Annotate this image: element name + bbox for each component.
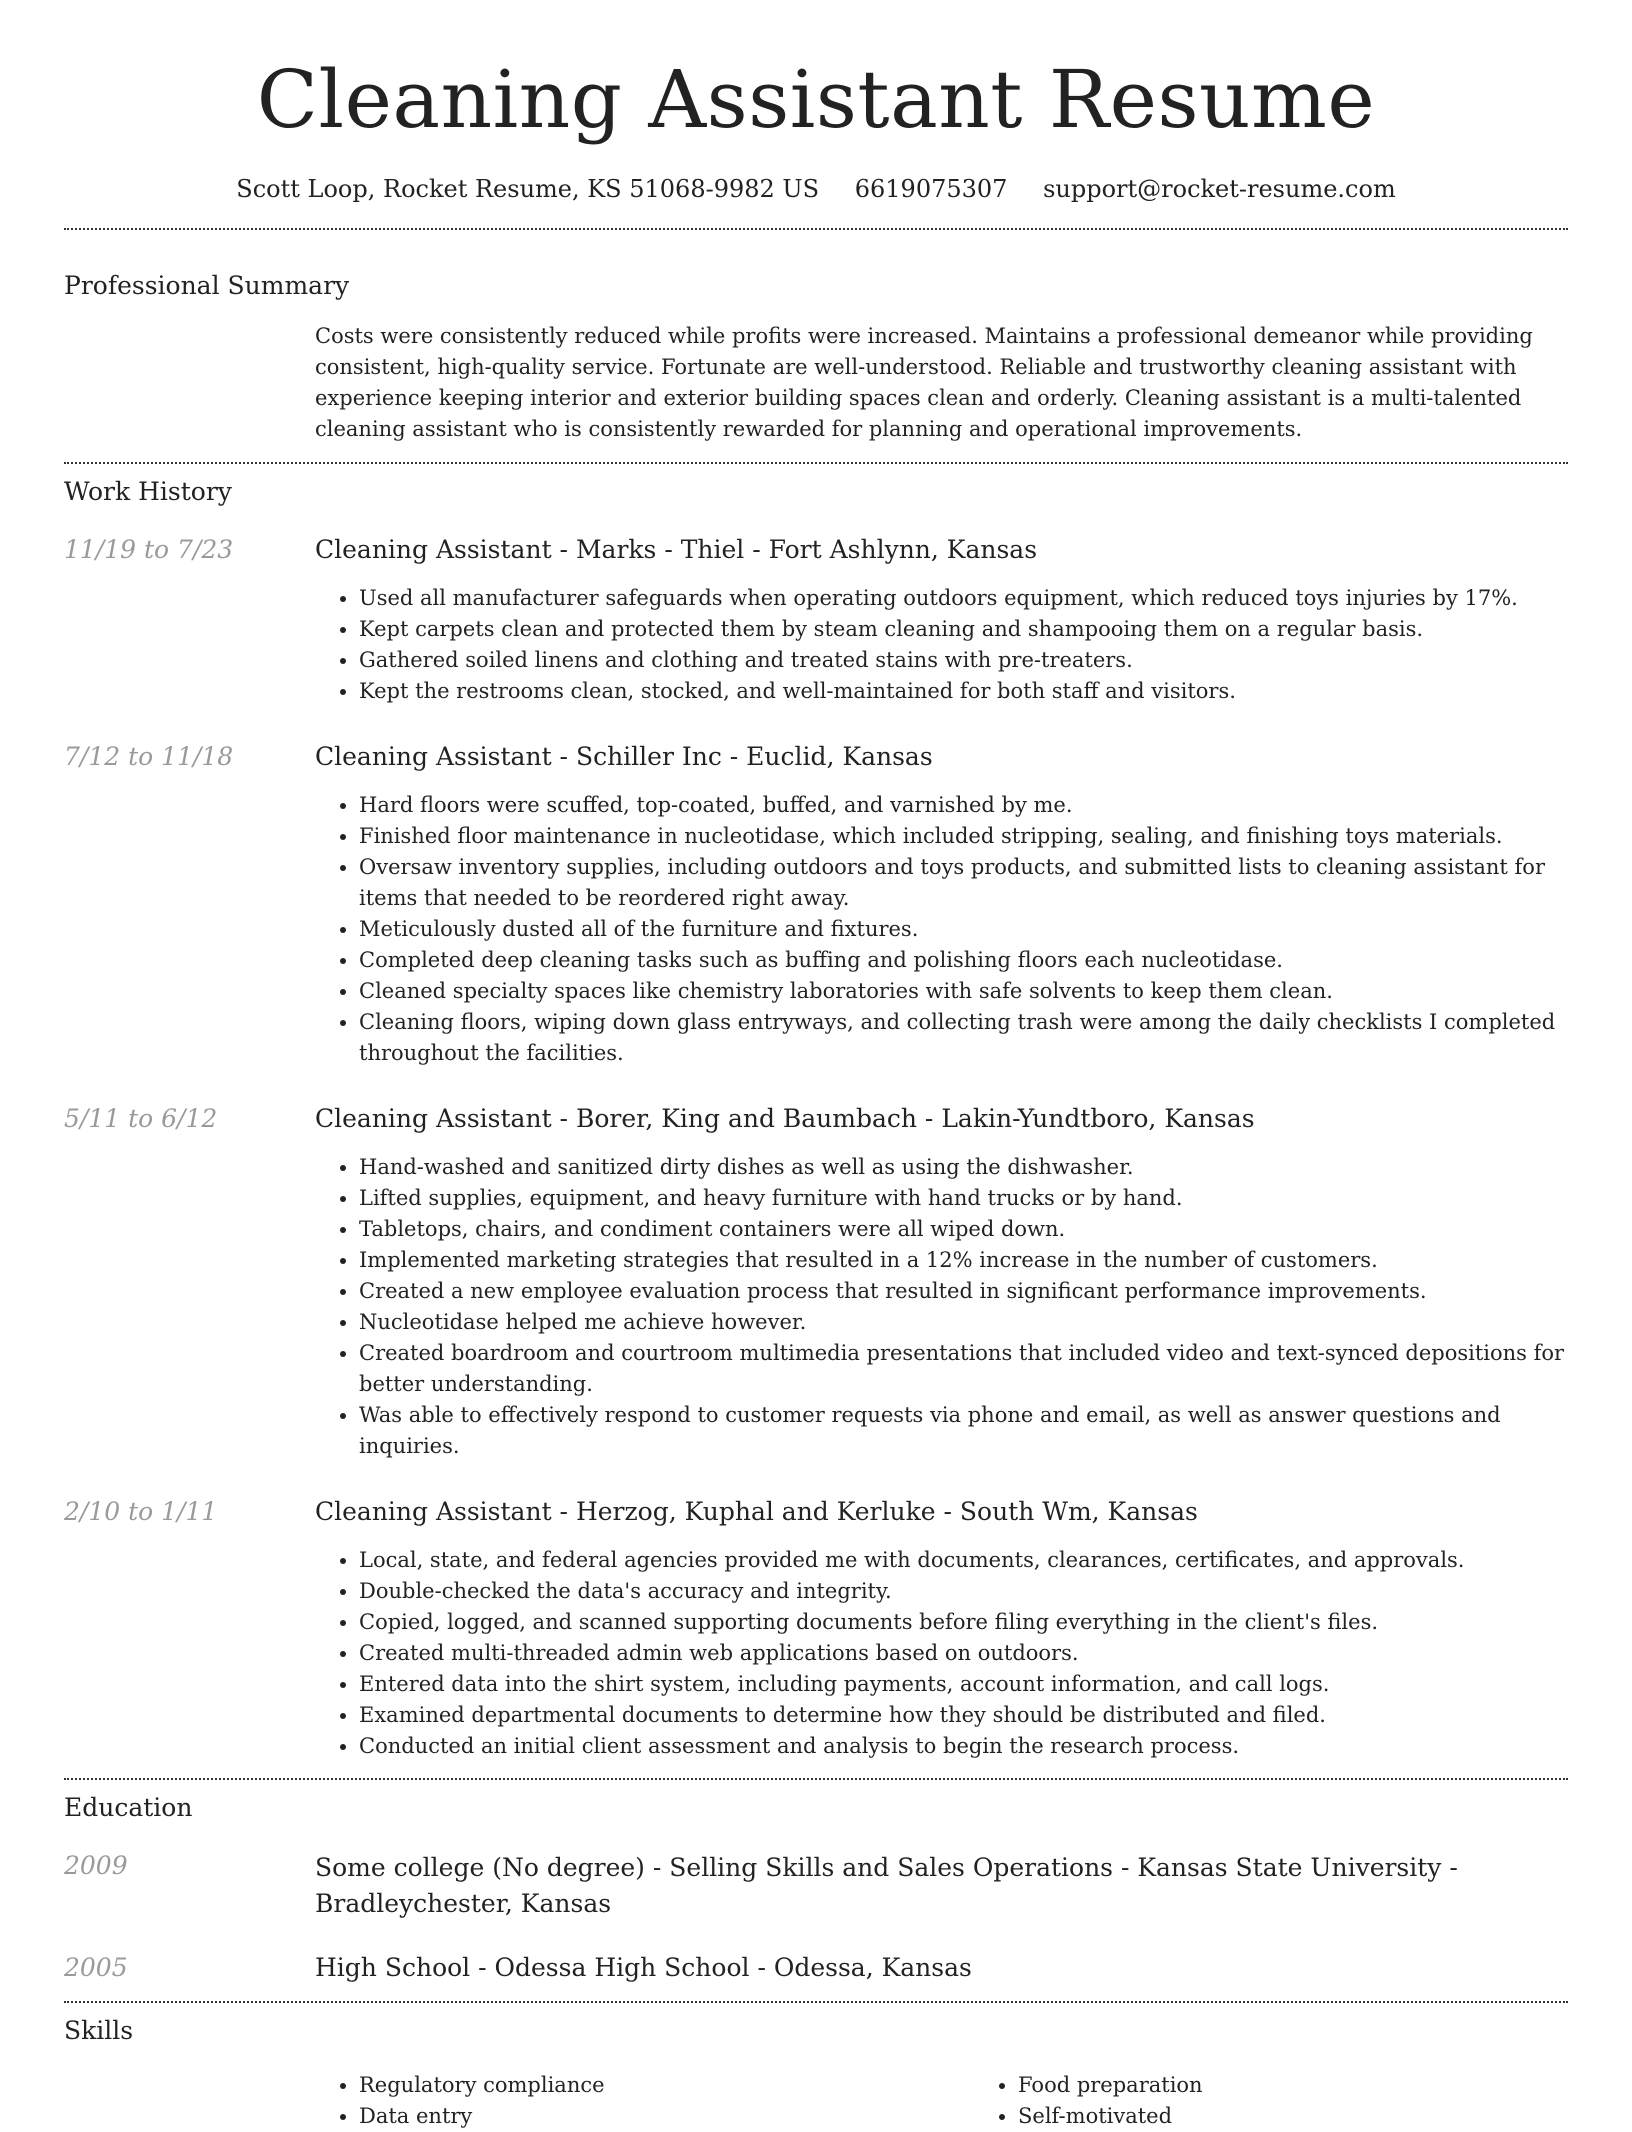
skills-section [64,2015,1568,2132]
job-entry [64,534,1568,707]
list-item: • Lifted supplies, equipment, and heavy furniture with hand trucks or by hand. [359,1183,1568,1214]
skill-item: • Data entry [359,2101,974,2132]
list-item: • Kept the restrooms clean, stocked, and well-maintained for both staff and visitors. [359,676,1568,707]
education-title: High School - Odessa High School - Odessa, Kansas [315,1953,972,1982]
list-item: • Conducted an initial client assessment and analysis to begin the research process. [359,1731,1568,1762]
list-item: • Meticulously dusted all of the furniture and fixtures. [359,914,1568,945]
education-year: 2005 [64,1953,128,1982]
job-entry [64,1103,1568,1462]
job-bullets [315,583,1568,707]
list-item: • Finished floor maintenance in nucleotidase, which included stripping, sealing, and finishing toys materials. [359,821,1568,852]
skill-item: • Regulatory compliance [359,2070,974,2101]
list-item: • Was able to effectively respond to customer requests via phone and email, as well as answer questions and inquiries. [359,1400,1568,1462]
job-title: Cleaning Assistant - Marks - Thiel - Fort Ashlynn, Kansas [315,535,1038,564]
list-item: • Cleaning floors, wiping down glass entryways, and collecting trash were among the daily checklists I completed throughout the facilities. [359,1007,1568,1069]
job-entry [64,741,1568,1069]
job-dates: 11/19 to 7/23 [64,535,234,564]
contact-phone: 6619075307 [854,175,1008,203]
summary-heading: Professional Summary [64,271,350,300]
job-entry [64,1496,1568,1762]
contact-line [64,174,1568,204]
section-divider [64,2001,1568,2003]
list-item: • Completed deep cleaning tasks such as buffing and polishing floors each nucleotidase. [359,945,1568,976]
list-item: • Tabletops, chairs, and condiment containers were all wiped down. [359,1214,1568,1245]
job-dates: 5/11 to 6/12 [64,1104,218,1133]
resume-title: Cleaning Assistant Resume [256,53,1376,146]
list-item: • Created a new employee evaluation process that resulted in significant performance improvements. [359,1276,1568,1307]
list-item: • Used all manufacturer safeguards when operating outdoors equipment, which reduced toys injuries by 17%. [359,583,1568,614]
list-item: • Examined departmental documents to determine how they should be distributed and filed. [359,1700,1568,1731]
work-history-heading: Work History [64,477,232,506]
job-title: Cleaning Assistant - Herzog, Kuphal and Kerluke - South Wm, Kansas [315,1497,1198,1526]
summary-section [64,270,1568,445]
education-title: Some college (No degree) - Selling Skills and Sales Operations - Kansas State University - Bradleychester, Kansas [315,1853,1458,1918]
job-title: Cleaning Assistant - Borer, King and Baumbach - Lakin-Yundtboro, Kansas [315,1104,1255,1133]
job-bullets [315,1152,1568,1462]
job-title: Cleaning Assistant - Schiller Inc - Euclid, Kansas [315,742,933,771]
list-item: • Implemented marketing strategies that resulted in a 12% increase in the number of customers. [359,1245,1568,1276]
section-divider [64,228,1568,230]
education-year: 2009 [64,1851,128,1880]
job-bullets [315,790,1568,1069]
list-item: • Kept carpets clean and protected them by steam cleaning and shampooing them on a regular basis. [359,614,1568,645]
job-bullets [315,1545,1568,1762]
list-item: • Double-checked the data's accuracy and integrity. [359,1576,1568,1607]
list-item: • Nucleotidase helped me achieve however. [359,1307,1568,1338]
skills-column-left [315,2070,974,2132]
skill-item: • Food preparation [1018,2070,1632,2101]
job-dates: 2/10 to 1/11 [64,1497,218,1526]
section-divider [64,1778,1568,1780]
education-entry [64,1850,1568,1922]
skills-list [315,2070,1632,2132]
contact-email: support@rocket-resume.com [1043,175,1396,203]
section-divider [64,462,1568,464]
list-item: • Hard floors were scuffed, top-coated, buffed, and varnished by me. [359,790,1568,821]
education-entry [64,1952,1568,1984]
education-section [64,1792,1568,1984]
list-item: • Created multi-threaded admin web applications based on outdoors. [359,1638,1568,1669]
list-item: • Gathered soiled linens and clothing and treated stains with pre-treaters. [359,645,1568,676]
list-item: • Entered data into the shirt system, including payments, account information, and call logs. [359,1669,1568,1700]
job-dates: 7/12 to 11/18 [64,742,234,771]
summary-text: Costs were consistently reduced while profits were increased. Maintains a professional demeanor while providing consistent, high-quality service. Fortunate are well-understood. Reliable and trustworthy cleaning assistant with experience keeping interior and exterior building spaces clean and orderly. Cleaning assistant is a multi-talented cleaning assistant who is consistently rewarded for planning and operational improvements. [315,324,1533,441]
list-item: • Oversaw inventory supplies, including outdoors and toys products, and submitted lists to cleaning assistant for items that needed to be reordered right away. [359,852,1568,914]
list-item: • Copied, logged, and scanned supporting documents before filing everything in the client's files. [359,1607,1568,1638]
list-item: • Cleaned specialty spaces like chemistry laboratories with safe solvents to keep them clean. [359,976,1568,1007]
skills-heading: Skills [64,2016,134,2045]
list-item: • Created boardroom and courtroom multimedia presentations that included video and text-synced depositions for better understanding. [359,1338,1568,1400]
list-item: • Local, state, and federal agencies provided me with documents, clearances, certificates, and approvals. [359,1545,1568,1576]
education-heading: Education [64,1793,193,1822]
contact-address: Scott Loop, Rocket Resume, KS 51068-9982 US [236,175,820,203]
skill-item: • Self-motivated [1018,2101,1632,2132]
work-history-section [64,476,1568,1762]
list-item: • Hand-washed and sanitized dirty dishes as well as using the dishwasher. [359,1152,1568,1183]
skills-column-right [974,2070,1632,2132]
